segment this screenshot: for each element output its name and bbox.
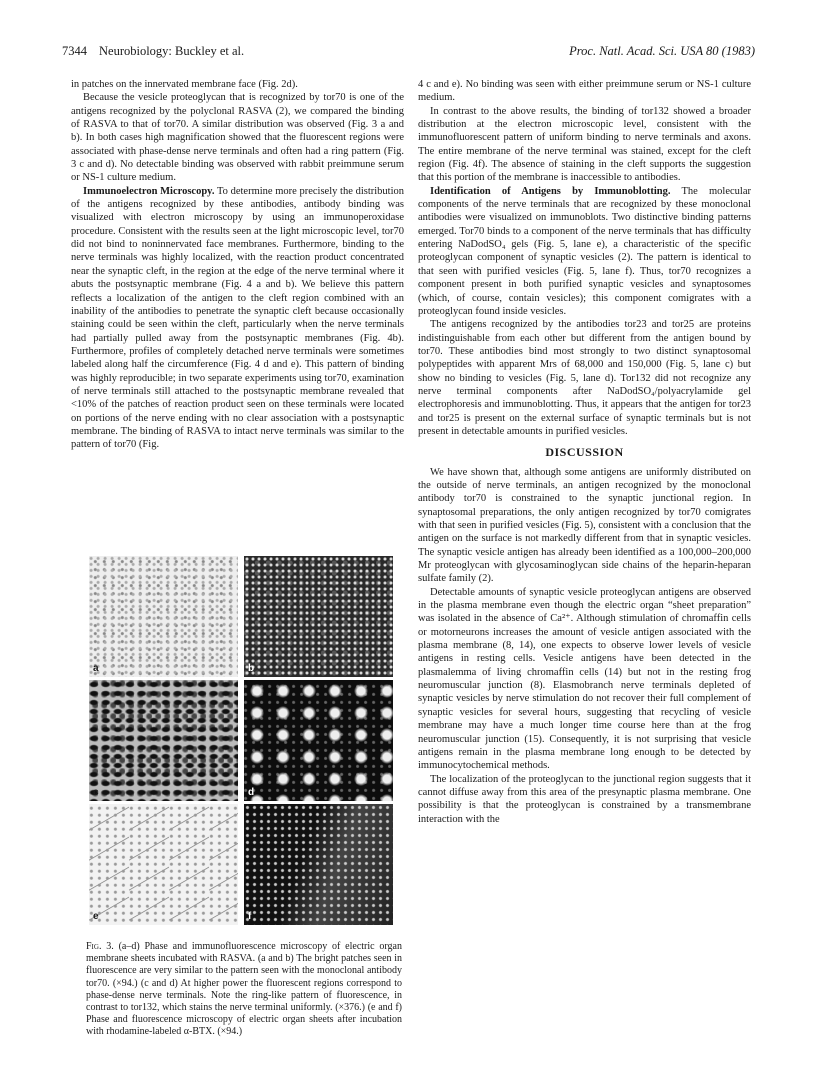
paragraph: The localization of the proteoglycan to the junctional region suggests that it cannot diffuse away from this area of the presynaptic plasma membrane. One possibility is that the proteoglycan is constrained by a transmembrane interaction with the — [418, 773, 751, 825]
running-title: Neurobiology: Buckley et al. — [99, 44, 245, 58]
panel-label: c — [93, 787, 99, 798]
panel-label: f — [248, 911, 252, 922]
micrograph-panel-c — [89, 680, 238, 801]
page-header — [62, 44, 755, 60]
paragraph: Detectable amounts of synaptic vesicle proteoglycan antigens are observed in the plasma membrane even though the electric organ “sheet preparation” was isolated in the absence of Ca²⁺. Although stimulation of chromaffin cells or motorneurons increases the amount of vesicle antigen associated with the plasma membrane (8, 14), one expects to observe lower levels of vesicle antigens in resting cells. Vesicle antigens have been detected in the plasmalemma of living chromaffin cells (14) but not in the resting frog neuromuscular junction (8). Elasmobranch nerve terminals depleted of synaptic vesicles by nerve stimulation do not recover their full complement of synaptic vesicles for several hours, suggesting that recycling of vesicle membrane may have a much longer time course here than at the frog neuromuscular junction (15). Consequently, it is not surprising that vesicle antigens remain in the plasma membrane long enough to be detected by immunocytochemical methods. — [418, 586, 751, 772]
figure-3 — [89, 556, 393, 924]
paragraph: The antigens recognized by the antibodies tor23 and tor25 are proteins indistinguishable from each other but different from the antigen bound by tor70. These antibodies bind most strongly to two distinct synaptosomal polypeptides with apparent Mrs of 68,000 and 150,000 (Fig. 5, lane c) but show no binding to vesicles (Fig. 5, lane d). Tor132 did not recognize any nerve terminal components after NaDodSO₄/polyacrylamide gel electrophoresis and immunoblotting. Thus, it appears that the antigen for tor23 and tor25 is present on the external surface of synaptic terminals but is not present in detectable amounts in purified vesicles. — [418, 319, 751, 437]
panel-label: e — [93, 911, 99, 922]
paragraph: We have shown that, although some antigens are uniformly distributed on the outside of nerve terminals, an antigen recognized by the monoclonal antibody tor70 is constrained to the synaptic junctional region. In synaptosomal preparations, the only antigen recognized by tor70 comigrates with that seen in purified vesicles (Fig. 5), consistent with a conclusion that the antigen on the surface is not markedly different from that in synaptic vesicles. The synaptic vesicle antigen has already been identified as a 100,000–200,000 Mr proteoglycan with glycosaminoglycan side chains of the heparin-heparan sulfate family (2). — [418, 466, 751, 585]
panel-label: b — [248, 663, 255, 674]
journal-citation: Proc. Natl. Acad. Sci. USA 80 (1983) — [569, 44, 755, 58]
micrograph-panel-f — [244, 804, 393, 925]
paragraph: In contrast to the above results, the binding of tor132 showed a broader distribution at the electron microscopic level, consistent with the immunofluorescent pattern of uniform binding to nerve terminals and axons. The entire membrane of the nerve terminal was stained, except for the cleft region (Fig. 4f). The absence of staining in the cleft supports the suggestion that this portion of the membrane is inaccessible to antibodies. — [418, 105, 751, 184]
panel-label: d — [248, 787, 255, 798]
paragraph: in patches on the innervated membrane face (Fig. 2d). — [71, 79, 298, 90]
paragraph: 4 c and e). No binding was seen with either preimmune serum or NS-1 culture medium. — [418, 79, 751, 104]
caption-label: Fig. 3. — [86, 941, 114, 952]
micrograph-panel-e — [89, 804, 238, 925]
section-heading-discussion: DISCUSSION — [545, 445, 624, 460]
micrograph-panel-d — [244, 680, 393, 801]
paragraph — [418, 185, 751, 318]
header-left — [62, 44, 244, 59]
left-column — [71, 78, 404, 452]
paragraph-text: To determine more precisely the distribution of the antigens recognized by these antibodies, antibody binding was visualized with electron microscopy by using an immunoperoxidase procedure. Consistent with the results seen at the light microscopic level, tor70 did not bind to noninnervated face membranes. Furthermore, binding to the nerve terminals was highly localized, with the reaction product concentrated near the synaptic cleft, in the region at the edge of the nerve terminal where it abuts the postsynaptic membrane (Fig. 4 a and b). We believe this pattern reflects a localization of the antigen to the cleft region combined with an inability of the antibodies to penetrate the synaptic cleft because occasionally staining could be seen within the cleft, particularly when the nerve terminals had partially pulled away from the postsynaptic membranes (Fig. 4b). Furthermore, profiles of completely detached nerve terminals were sometimes labeled along half the circumference (Fig. 4 d and e). This pattern of binding was highly reproducible; in two separate experiments using tor70, examination of nerve terminals still attached to the postsynaptic membrane revealed that <10% of the patches of reaction product seen on these terminals were located on portions of the nerve ending with no clear association with a postsynaptic membrane. The binding of RASVA to intact nerve terminals was similar to the pattern of tor70 (Fig. — [71, 185, 404, 451]
panel-label: a — [93, 663, 99, 674]
micrograph-panel-b — [244, 556, 393, 677]
page-number: 7344 — [62, 44, 87, 58]
paragraph-text: The molecular components of the nerve terminals that are recognized by these monoclonal antibodies were visualized on immunoblots. Two distinctive binding patterns emerged. Tor70 binds to a component of the nerve terminals that has difficulty entering NaDodSO₄ gels (Fig. 5, lane e), a characteristic of the specific proteoglycan component of synaptic vesicles (2). The pattern is identical to that seen with purified vesicles (Fig. 5, lane f). Thus, tor70 recognizes a component present in both purified synaptic vesicles and synaptosomes (which, of course, contain vesicles); this component comigrates with a proteoglycan found inside vesicles. — [418, 185, 751, 317]
right-column — [418, 78, 751, 826]
paragraph: Because the vesicle proteoglycan that is recognized by tor70 is one of the antigens recognized by the polyclonal RASVA (2), we compared the binding of RASVA to that of tor70. A similar distribution was observed (Fig. 3 a and b). In both cases high magnification showed that the fluorescent regions were associated with phase-dense nerve terminals and often had a ring pattern (Fig. 3 c and d). No detectable binding was observed with rabbit preimmune serum or NS-1 culture medium. — [71, 92, 404, 184]
figure-caption — [86, 941, 402, 1039]
section-runin-heading: Identification of Antigens by Immunoblotting. — [430, 185, 671, 197]
micrograph-panel-a — [89, 556, 238, 677]
paragraph — [71, 185, 404, 452]
caption-text: (a–d) Phase and immunofluorescence microscopy of electric organ membrane sheets incubated with RASVA. (a and b) The bright patches seen in fluorescence are very similar to the pattern seen with the monoclonal antibody tor70. (×94.) (c and d) At higher power the fluorescent regions correspond to phase-dense nerve terminals. Note the ring-like pattern of fluorescence, in contrast to tor132, which stains the nerve terminal uniformly. (×376.) (e and f) Phase and fluorescence microscopy of electric organ sheets after incubation with rhodamine-labeled α-BTX. (×94.) — [86, 941, 402, 1038]
section-runin-heading: Immunoelectron Microscopy. — [83, 185, 215, 197]
